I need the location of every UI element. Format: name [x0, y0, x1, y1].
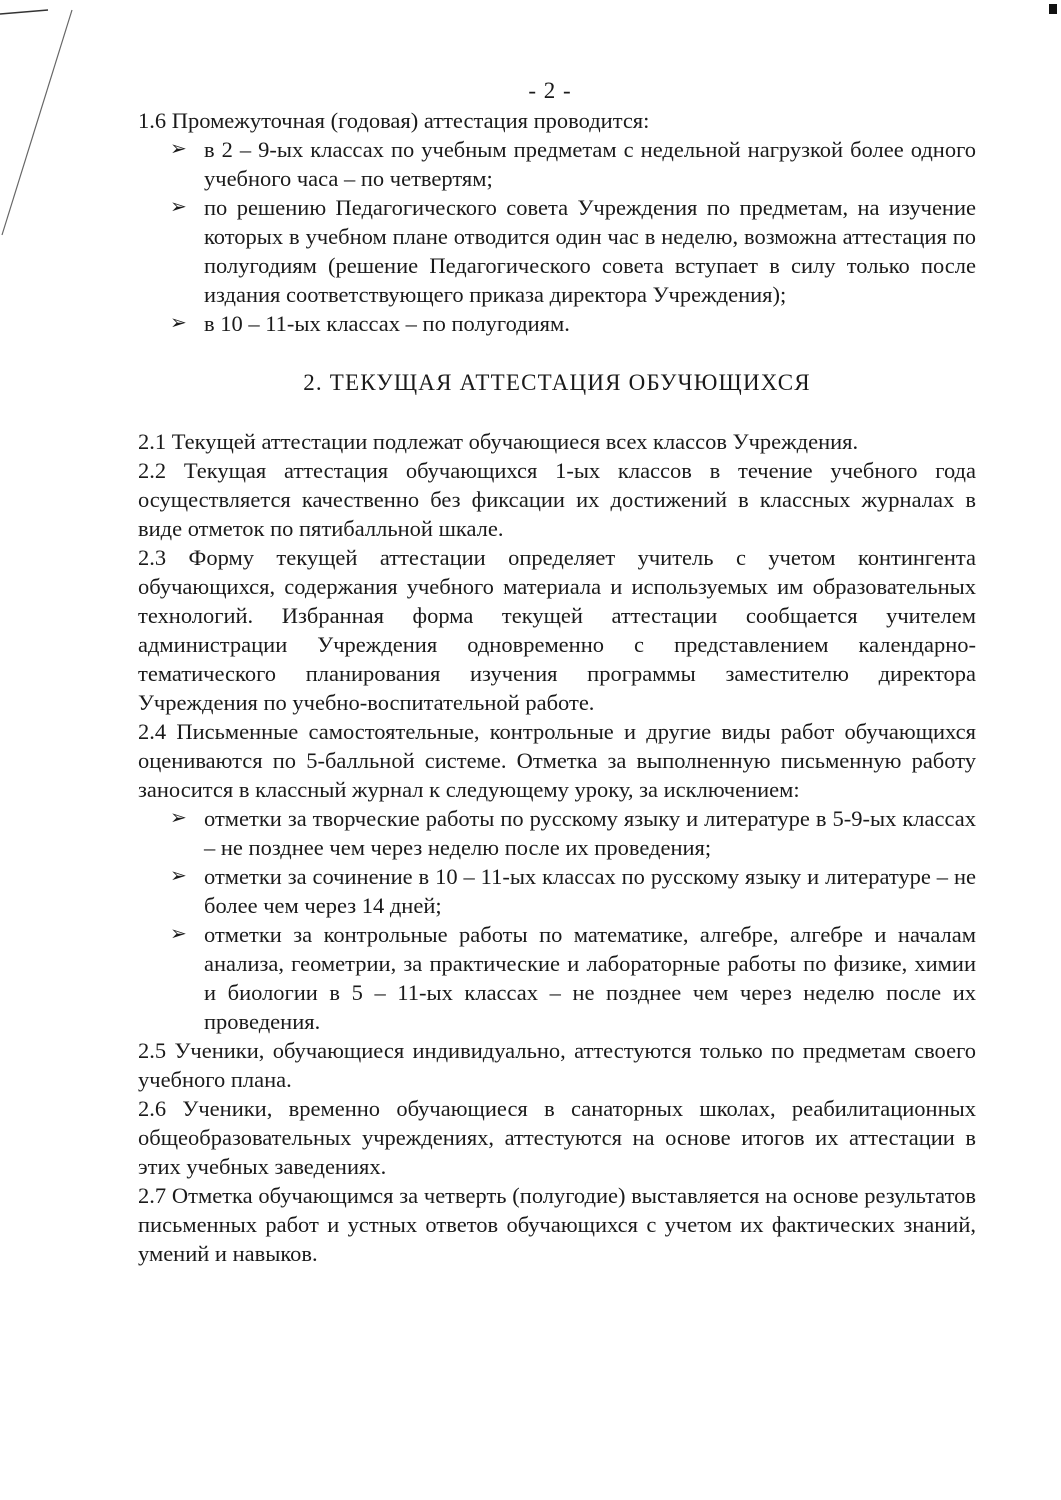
- section-title: 2. ТЕКУЩАЯ АТТЕСТАЦИЯ ОБУЧЮЩИХСЯ: [303, 370, 811, 395]
- paragraph-2-6: 2.6 Ученики, временно обучающиеся в санаторных школах, реабилитационных общеобразовательных учреждениях, аттестуются на основе итогов их аттестации в этих учебных заведениях.: [138, 1096, 976, 1179]
- paragraph-2-5: 2.5 Ученики, обучающиеся индивидуально, аттестуются только по предметам своего учебного плана.: [138, 1038, 976, 1092]
- paragraph-2-1: 2.1 Текущей аттестации подлежат обучающиеся всех классов Учреждения.: [138, 429, 859, 454]
- list-item: ➢ в 2 – 9-ых классах по учебным предметам с недельной нагрузкой более одного учебного часа – по четвертям;: [170, 137, 976, 191]
- document-body: [138, 106, 976, 1268]
- page-number: - 2 -: [528, 78, 572, 103]
- paragraph-2-7: 2.7 Отметка обучающимся за четверть (полугодие) выставляется на основе результатов письменных работ и устных ответов обучающихся с учетом их фактических знаний, умений и навыков.: [138, 1183, 976, 1266]
- paragraph-2-3: 2.3 Форму текущей аттестации определяет учитель с учетом контингента обучающихся, содержания учебного материала и используемых им образовательных технологий. Избранная форма текущей аттестации сообщается учителем администрации Учреждения одновременно с представлением календарно-тематического планирования изучения программы заместителю директора Учреждения по учебно-воспитательной работе.: [138, 545, 976, 715]
- arrowhead-bullet-icon: ➢: [170, 807, 187, 829]
- list-item: ➢ в 10 – 11-ых классах – по полугодиям.: [170, 311, 570, 336]
- scan-corner-mark: [1049, 4, 1057, 14]
- list-item: ➢ отметки за сочинение в 10 – 11-ых классах по русскому языку и литературе – не более чем через 14 дней;: [170, 864, 976, 918]
- arrowhead-bullet-icon: ➢: [170, 196, 187, 218]
- list-item: ➢ отметки за контрольные работы по математике, алгебре, алгебре и началам анализа, геометрии, за практические и лабораторные работы по физике, химии и биологии в 5 – 11-ых классах – не позднее чем через неделю после их проведения.: [170, 922, 976, 1034]
- list-item: ➢ отметки за творческие работы по русскому языку и литературе в 5-9-ых классах – не позднее чем через неделю после их проведения;: [170, 806, 976, 860]
- scan-edge-mark: [0, 0, 80, 240]
- arrowhead-bullet-icon: ➢: [170, 312, 187, 334]
- paragraph-2-4: 2.4 Письменные самостоятельные, контрольные и другие виды работ обучающихся оцениваются по 5-балльной системе. Отметка за выполненную письменную работу заносится в классный журнал к следующему уроку, за исключением:: [138, 719, 976, 802]
- item-1-6-heading: 1.6 Промежуточная (годовая) аттестация проводится:: [138, 108, 650, 133]
- paragraph-2-4-list: [138, 804, 976, 1036]
- paragraph-2-2: 2.2 Текущая аттестация обучающихся 1-ых классов в течение учебного года осуществляется качественно без фиксации их достижений в классных журналах в виде отметок по пятибалльной шкале.: [138, 458, 976, 541]
- arrowhead-bullet-icon: ➢: [170, 923, 187, 945]
- arrowhead-bullet-icon: ➢: [170, 865, 187, 887]
- list-item: ➢ по решению Педагогического совета Учреждения по предметам, на изучение которых в учебном плане отводится один час в неделю, возможна аттестация по полугодиям (решение Педагогического совета вступает в силу только после издания соответствующего приказа директора Учреждения);: [170, 195, 976, 307]
- arrowhead-bullet-icon: ➢: [170, 138, 187, 160]
- item-1-6-list: [138, 135, 976, 338]
